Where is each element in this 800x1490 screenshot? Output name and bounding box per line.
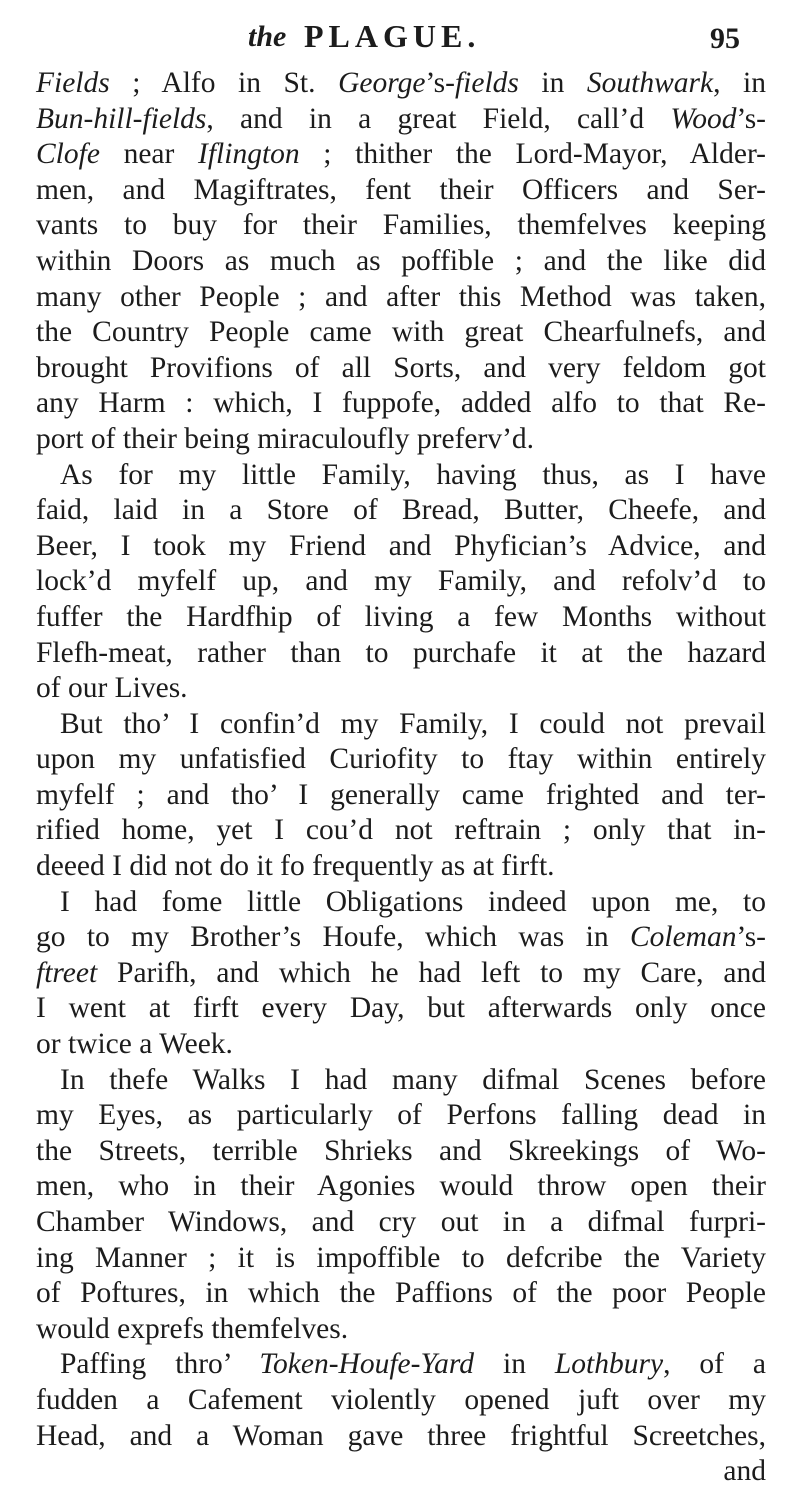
text-run: , in — [713, 67, 766, 99]
text-line — [36, 66, 766, 102]
text-line: port of their being miraculoufly preferv’d. — [36, 422, 535, 455]
text-line: the Streets, terrible Shrieks and Skreekings of Wo- — [36, 1134, 766, 1167]
text-run: Parifh, and which he had left to my Care, and — [97, 956, 766, 989]
italic-word: Clofe — [36, 138, 100, 171]
running-head-article: the — [248, 20, 287, 53]
italic-word: ftreet — [36, 956, 98, 989]
text-line — [36, 102, 766, 138]
text-line: of our Lives. — [36, 672, 188, 705]
italic-word: Wood — [670, 102, 737, 135]
text-line: within Doors as much as poffible ; and the like did — [36, 244, 766, 277]
text-line: fuffer the Hardfhip of living a few Months without — [36, 600, 766, 633]
text-line: men, and Magiftrates, fent their Officers and Ser- — [36, 173, 766, 206]
text-run: go to my Brother’s Houfe, which was in — [36, 921, 630, 954]
body-text — [36, 66, 766, 1490]
text-line: the Country People came with great Chearfulnefs, and — [36, 316, 766, 349]
text-line: many other People ; and after this Method was taken, — [36, 280, 766, 313]
text-line — [36, 956, 766, 992]
text-line: myfelf ; and tho’ I generally came frighted and ter- — [36, 778, 766, 811]
text-run: Paffing thro’ — [60, 1348, 260, 1381]
text-line: would exprefs themfelves. — [36, 1312, 349, 1345]
text-line — [36, 137, 766, 173]
text-line — [36, 920, 766, 956]
text-run: ’s- — [736, 102, 766, 135]
text-run: ; Alfo in St. — [109, 67, 339, 99]
italic-word: Iflington — [198, 138, 300, 171]
text-line: Beer, I took my Friend and Phyfician’s Advice, and — [36, 529, 766, 562]
text-line: rified home, yet I cou’d not reftrain ; only that in- — [36, 814, 766, 847]
text-run: near — [99, 138, 199, 171]
text-line: any Harm : which, I fuppofe, added alfo to that Re- — [36, 387, 766, 420]
italic-word: Lothbury — [554, 1348, 664, 1381]
text-run: in — [518, 67, 587, 99]
text-line: upon my unfatisfied Curiofity to ftay within entirely — [36, 743, 766, 776]
text-line: of Poftures, in which the Paffions of the poor People — [36, 1277, 766, 1310]
text-line: brought Provifions of all Sorts, and very feldom got — [36, 351, 766, 384]
text-line: vants to buy for their Families, themfelves keeping — [36, 209, 766, 242]
text-line: men, who in their Agonies would throw open their — [36, 1170, 766, 1203]
text-line — [36, 1347, 766, 1383]
text-line: I had fome little Obligations indeed upon me, to — [60, 885, 766, 918]
text-run: , of a — [663, 1348, 766, 1381]
italic-word: Southwark — [586, 67, 714, 99]
italic-word: George — [338, 67, 426, 99]
text-line: Chamber Windows, and cry out in a difmal furpri- — [36, 1206, 766, 1238]
running-head-title: PLAGUE. — [304, 18, 481, 54]
text-line: deeed I did not do it fo frequently as at firft. — [36, 850, 555, 883]
text-run: ’s- — [736, 921, 766, 954]
text-run: ; thither the Lord-Mayor, Alder- — [299, 138, 766, 171]
running-head — [248, 14, 800, 64]
text-line: I went at firft every Day, but afterwards only once — [36, 992, 766, 1025]
text-run: , and in a great Field, call’d — [206, 102, 671, 135]
italic-word: Coleman — [629, 921, 737, 954]
italic-word: fields — [454, 67, 519, 99]
text-run: in — [474, 1348, 555, 1381]
text-line: As for my little Family, having thus, as I have — [60, 458, 766, 491]
text-line: But tho’ I confin’d my Family, I could not prevail — [60, 707, 766, 740]
catchword: and — [723, 1455, 766, 1488]
page-number: 95 — [710, 22, 740, 55]
text-run: ’s- — [425, 67, 455, 99]
text-line: or twice a Week. — [36, 1028, 233, 1061]
text-line: my Eyes, as particularly of Perfons falling dead in — [36, 1099, 766, 1132]
text-line: In thefe Walks I had many difmal Scenes before — [60, 1063, 766, 1096]
text-line: fudden a Cafement violently opened juft over my — [36, 1383, 766, 1416]
italic-word: Bun-hill-fields — [36, 102, 207, 135]
text-line: Flefh-meat, rather than to purchafe it at the hazard — [36, 636, 766, 669]
text-line: Head, and a Woman gave three frightful Screetches, — [36, 1419, 766, 1452]
italic-word: Fields — [36, 67, 110, 99]
text-line: ing Manner ; it is impoffible to defcribe the Variety — [36, 1241, 766, 1274]
text-line: lock’d myfelf up, and my Family, and refolv’d to — [36, 565, 766, 598]
italic-word: Token-Houfe-Yard — [259, 1348, 475, 1381]
text-line: faid, laid in a Store of Bread, Butter, Cheefe, and — [36, 494, 766, 527]
